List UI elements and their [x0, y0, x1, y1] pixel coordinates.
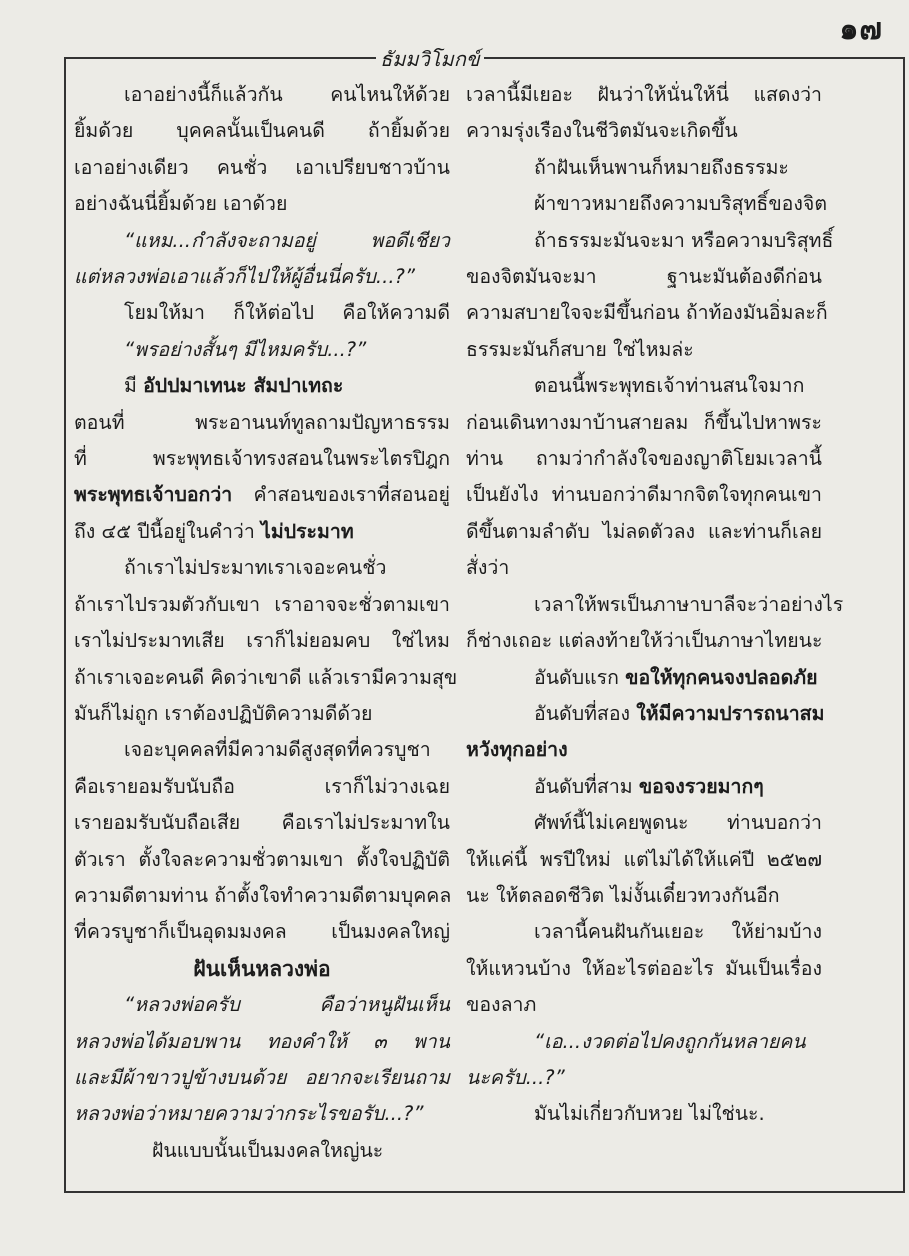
left-text-line: ตอนที่ พระอานนท์ทูลถามปัญหาธรรม — [74, 410, 450, 434]
right-text-line: ผ้าขาวหมายถึงความบริสุทธิ์ของจิต — [534, 192, 827, 216]
bold-phrase: พระพุทธเจ้าบอกว่า — [74, 483, 233, 507]
left-text-line: ที่ควรบูชาก็เป็นอุดมมงคล เป็นมงคลใหญ่ — [74, 920, 450, 944]
left-text-line: เอาอย่างนี้ก็แล้วกัน คนไหนให้ด้วย — [124, 83, 450, 106]
left-text-line: เราไม่ประมาทเสีย เราก็ไม่ยอมคบ ใช่ไหม — [74, 629, 450, 653]
right-text-line: หวังทุกอย่าง — [466, 738, 568, 762]
right-text-line: ของลาภ — [466, 993, 537, 1017]
left-text-line: คือเรายอมรับนับถือ เราก็ไม่วางเฉย — [74, 774, 450, 798]
left-text-line: “แหม...กำลังจะถามอยู่ พอดีเชียว — [124, 228, 450, 252]
left-text-line: พระพุทธเจ้าบอกว่า คำสอนของเราที่สอนอยู่ — [74, 483, 450, 507]
right-text-line: ศัพท์นี้ไม่เคยพูดนะ ท่านบอกว่า — [534, 811, 822, 835]
page-number: ๑๗ — [839, 12, 883, 47]
right-text-line: ให้แหวนบ้าง ให้อะไรต่ออะไร มันเป็นเรื่อง — [466, 956, 822, 980]
right-text-line: อันดับที่สาม ขอจงรวยมากๆ — [534, 774, 764, 798]
bold-phrase: ขอให้ทุกคนจงปลอดภัย — [625, 665, 818, 689]
right-text-line: ของจิตมันจะมา ฐานะมันต้องดีก่อน — [466, 265, 822, 289]
right-text-line: ถ้าฝันเห็นพานก็หมายถึงธรรมะ — [534, 155, 789, 179]
left-text-line: หลวงพ่อได้มอบพาน ทองคำให้ ๓ พาน — [74, 1029, 450, 1053]
right-text-line: มันไม่เกี่ยวกับหวย ไม่ใช่นะ. — [534, 1102, 765, 1126]
left-column — [74, 77, 458, 1169]
right-text-line: เวลาให้พรเป็นภาษาบาลีจะว่าอย่างไร — [534, 592, 844, 616]
left-text-line: เจอะบุคคลที่มีความดีสูงสุดที่ควรบูชา — [124, 738, 431, 762]
right-text-line: สั่งว่า — [466, 556, 510, 580]
right-text-line: อันดับแรก ขอให้ทุกคนจงปลอดภัย — [534, 665, 818, 689]
right-text-line: ดีขึ้นตามลำดับ ไม่ลดตัวลง และท่านก็เลย — [466, 519, 822, 543]
right-text-line: ตอนนี้พระพุทธเจ้าท่านสนใจมาก — [534, 374, 805, 398]
left-text-line: เอาอย่างเดียว คนชั่ว เอาเปรียบชาวบ้าน — [74, 155, 450, 179]
left-text-line: มี อัปปมาเทนะ สัมปาเทถะ — [124, 374, 344, 398]
left-text-line: ถึง ๔๕ ปีนี้อยู่ในคำว่า ไม่ประมาท — [74, 519, 354, 543]
left-text-line: เรายอมรับนับถือเสีย คือเราไม่ประมาทใน — [74, 811, 450, 835]
left-text-line: ที่ พระพุทธเจ้าทรงสอนในพระไตรปิฎก — [74, 447, 450, 471]
right-text-line: ก็ช่างเถอะ แต่ลงท้ายให้ว่าเป็นภาษาไทยนะ — [466, 629, 823, 653]
right-text-line: ธรรมะมันก็สบาย ใช่ไหมล่ะ — [466, 337, 694, 361]
right-text-line: ก่อนเดินทางมาบ้านสายลม ก็ขึ้นไปหาพระ — [466, 410, 822, 434]
right-text-line: ความรุ่งเรืองในชีวิตมันจะเกิดขึ้น — [466, 119, 738, 143]
right-text-line: เวลานี้คนฝันกันเยอะ ให้ย่ามบ้าง — [534, 920, 822, 944]
bold-phrase: อัปปมาเทนะ สัมปาเทถะ — [143, 374, 344, 398]
left-text-line: “หลวงพ่อครับ คือว่าหนูฝันเห็น — [124, 993, 450, 1017]
running-title: ธัมมวิโมกข์ — [376, 43, 484, 75]
left-text-line: ถ้าเราเจอะคนดี คิดว่าเขาดี แล้วเรามีความสุข — [74, 665, 458, 689]
left-text-line: ฝันเห็นหลวงพ่อ — [193, 956, 331, 981]
right-text-line: “เอ...งวดต่อไปคงถูกกันหลายคน — [534, 1029, 806, 1053]
right-text-line: นะ ให้ตลอดชีวิต ไม่งั้นเดี๋ยวทวงกันอีก — [466, 883, 780, 907]
right-column — [466, 77, 844, 1133]
right-text-line: นะครับ...?” — [466, 1065, 565, 1089]
left-text-line: อย่างฉันนี่ยิ้มด้วย เอาด้วย — [74, 192, 288, 216]
left-text-line: ยิ้มด้วย บุคคลนั้นเป็นคนดี ถ้ายิ้มด้วย — [74, 119, 450, 143]
bold-phrase: ไม่ประมาท — [261, 519, 354, 543]
right-text-line: ความสบายใจจะมีขึ้นก่อน ถ้าท้องมันอิ่มละก็ — [466, 301, 828, 325]
bold-phrase: ขอจงรวยมากๆ — [638, 774, 764, 798]
bold-phrase: ให้มีความปรารถนาสม — [636, 701, 825, 725]
left-text-line: ฝันแบบนั้นเป็นมงคลใหญ่นะ — [152, 1138, 384, 1162]
left-text-line: ถ้าเราไม่ประมาทเราเจอะคนชั่ว — [124, 556, 387, 580]
left-text-line: ตัวเรา ตั้งใจละความชั่วตามเขา ตั้งใจปฏิบัติ — [74, 847, 450, 871]
left-text-line: “พรอย่างสั้นๆ มีไหมครับ...?” — [124, 337, 367, 361]
right-text-line: อันดับที่สอง ให้มีความปรารถนาสม — [534, 701, 825, 725]
left-text-line: มันก็ไม่ถูก เราต้องปฏิบัติความดีด้วย — [74, 701, 373, 725]
left-text-line: ความดีตามท่าน ถ้าตั้งใจทำความดีตามบุคคล — [74, 883, 452, 907]
right-text-line: ถ้าธรรมะมันจะมา หรือความบริสุทธิ์ — [534, 228, 834, 252]
left-text-line: และมีผ้าขาวปูข้างบนด้วย อยากจะเรียนถาม — [74, 1065, 450, 1089]
right-text-line: เวลานี้มีเยอะ ฝันว่าให้นั่นให้นี่ แสดงว่า — [466, 83, 822, 106]
left-text-line: หลวงพ่อว่าหมายความว่ากระไรขอรับ...?” — [74, 1102, 424, 1126]
page-frame — [64, 47, 905, 1193]
left-text-line: โยมให้มา ก็ให้ต่อไป คือให้ความดี — [124, 301, 450, 325]
left-text-line: ถ้าเราไปรวมตัวกับเขา เราอาจจะชั่วตามเขา — [74, 592, 450, 616]
left-text-line: แต่หลวงพ่อเอาแล้วก็ไปให้ผู้อื่นนี่ครับ...?” — [74, 265, 415, 289]
right-text-line: ให้แค่นี้ พรปีใหม่ แต่ไม่ได้ให้แค่ปี ๒๕๒๗ — [466, 847, 822, 871]
right-text-line: เป็นยังไง ท่านบอกว่าดีมากจิตใจทุกคนเขา — [466, 483, 822, 507]
right-text-line: ท่าน ถามว่ากำลังใจของญาติโยมเวลานี้ — [466, 447, 822, 471]
